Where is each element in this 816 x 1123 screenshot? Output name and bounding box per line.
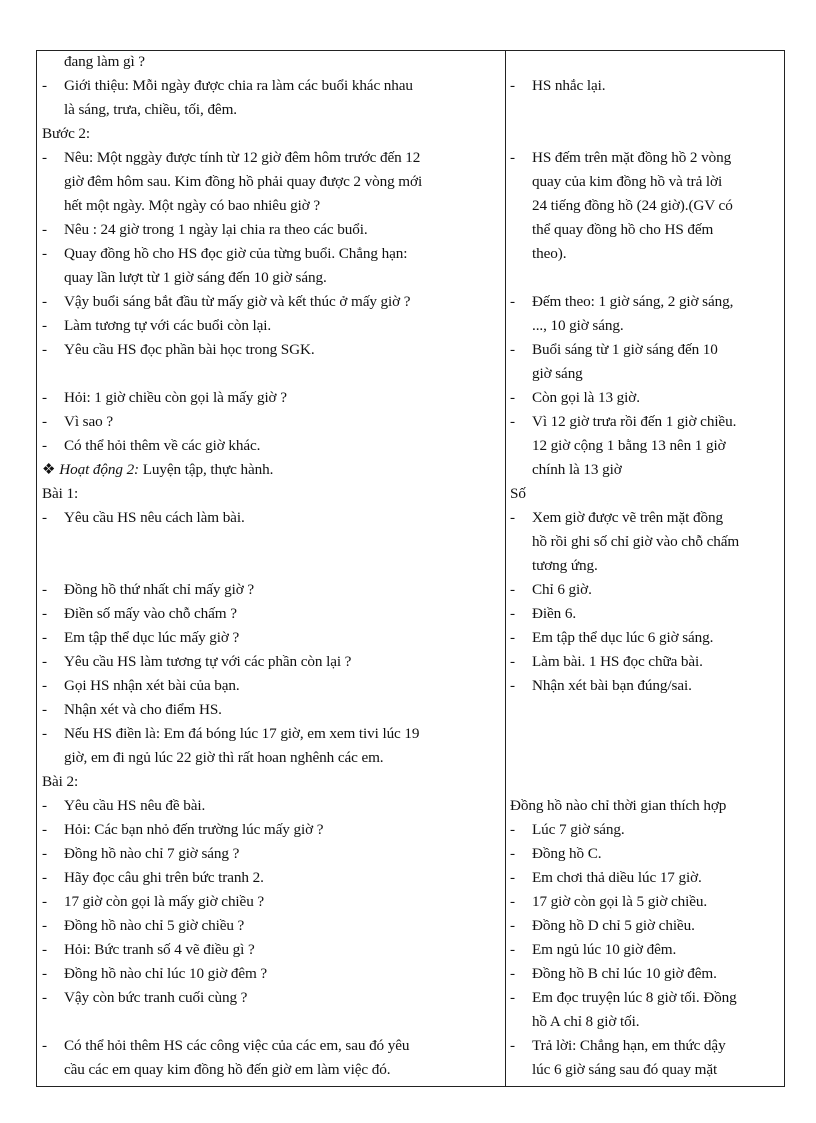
- bullet-dash: -: [42, 869, 47, 886]
- bullet-dash: -: [42, 389, 47, 406]
- bullet-text: Em tập thể dục lúc mấy giờ ?: [64, 629, 240, 646]
- continuation-line: hồ rồi ghi số chỉ giờ vào chỗ chấm: [532, 533, 740, 550]
- bullet-item: [42, 338, 315, 362]
- bullet-text: Xem giờ được vẽ trên mặt đồng: [532, 509, 723, 526]
- bullet-dash: -: [510, 893, 515, 910]
- continuation-line: giờ, em đi ngủ lúc 22 giờ thì rất hoan nghênh các em.: [64, 749, 384, 766]
- bullet-text: Yêu cầu HS làm tương tự với các phần còn lại ?: [64, 653, 352, 670]
- bullet-dash: -: [510, 941, 515, 958]
- bullet-text: Vậy còn bức tranh cuối cùng ?: [64, 989, 248, 1006]
- continuation-line: giờ đêm hôm sau. Kim đồng hồ phải quay được 2 vòng mới: [64, 173, 423, 190]
- continuation-line: tương ứng.: [532, 557, 598, 574]
- continuation-line: hồ A chỉ 8 giờ tối.: [532, 1013, 640, 1030]
- bullet-dash: -: [510, 653, 515, 670]
- continuation-line: giờ sáng: [532, 365, 583, 382]
- bullet-item: [42, 314, 271, 338]
- bullet-text: Yêu cầu HS nêu đề bài.: [64, 797, 206, 814]
- bullet-text: HS nhắc lại.: [532, 77, 606, 94]
- bullet-text: Đồng hồ thứ nhất chỉ mấy giờ ?: [64, 581, 254, 598]
- continuation-line: thể quay đồng hồ cho HS đếm: [532, 221, 714, 238]
- continuation-line: 12 giờ cộng 1 bằng 13 nên 1 giờ: [532, 437, 726, 454]
- bullet-dash: -: [42, 725, 47, 742]
- bullet-dash: -: [42, 437, 47, 454]
- bullet-item: [510, 986, 737, 1010]
- bullet-item: [510, 650, 703, 674]
- bullet-text: Đồng hồ nào chỉ lúc 10 giờ đêm ?: [64, 965, 268, 982]
- bullet-item: [42, 890, 264, 914]
- bullet-item: [42, 626, 239, 650]
- bullet-dash: -: [510, 677, 515, 694]
- bullet-text: Nhận xét bài bạn đúng/sai.: [532, 677, 692, 694]
- bullet-item: [42, 146, 420, 170]
- bullet-item: [42, 242, 407, 266]
- bullet-text: Em tập thể dục lúc 6 giờ sáng.: [532, 629, 714, 646]
- bullet-item: [510, 338, 718, 362]
- bullet-item: [510, 74, 605, 98]
- bullet-item: [510, 1034, 726, 1058]
- continuation-line: 24 tiếng đồng hồ (24 giờ).(GV có: [532, 197, 733, 214]
- bullet-dash: -: [510, 581, 515, 598]
- bullet-item: [510, 626, 713, 650]
- bullet-text: Điền 6.: [532, 605, 577, 622]
- bullet-item: [42, 698, 222, 722]
- bullet-dash: -: [510, 1037, 515, 1054]
- bullet-dash: -: [42, 1037, 47, 1054]
- bullet-item: [510, 962, 717, 986]
- bullet-dash: -: [42, 317, 47, 334]
- bullet-dash: -: [510, 509, 515, 526]
- bullet-text: Đếm theo: 1 giờ sáng, 2 giờ sáng,: [532, 293, 734, 310]
- bullet-text: Em chơi thả diều lúc 17 giờ.: [532, 869, 702, 886]
- bullet-item: [42, 914, 244, 938]
- bullet-dash: -: [42, 509, 47, 526]
- bullet-text: Nêu: Một nggày được tính từ 12 giờ đêm hôm trước đến 12: [64, 149, 421, 166]
- bullet-dash: -: [510, 845, 515, 862]
- bullet-dash: -: [42, 245, 47, 262]
- bullet-item: [42, 962, 267, 986]
- bullet-dash: -: [510, 989, 515, 1006]
- bullet-text: Đồng hồ D chỉ 5 giờ chiều.: [532, 917, 695, 934]
- activity-heading: [42, 458, 273, 482]
- continuation-line: cầu các em quay kim đồng hồ đến giờ em làm việc đó.: [64, 1061, 391, 1078]
- bullet-text: HS đếm trên mặt đồng hồ 2 vòng: [532, 149, 732, 166]
- bullet-text: Vì 12 giờ trưa rồi đến 1 giờ chiều.: [532, 413, 737, 430]
- bullet-text: Đồng hồ C.: [532, 845, 602, 862]
- section-heading: Bài 2:: [42, 773, 79, 790]
- bullet-text: Chỉ 6 giờ.: [532, 581, 592, 598]
- bullet-dash: -: [510, 917, 515, 934]
- bullet-item: [42, 218, 368, 242]
- bullet-item: [42, 1034, 409, 1058]
- bullet-item: [510, 890, 707, 914]
- continuation-line: theo).: [532, 245, 567, 262]
- bullet-item: [42, 506, 245, 530]
- bullet-item: [42, 866, 264, 890]
- diamond-bullet-icon: ❖: [42, 461, 56, 478]
- bullet-text: Gọi HS nhận xét bài của bạn.: [64, 677, 240, 694]
- bullet-text: Quay đồng hồ cho HS đọc giờ của từng buổi. Chẳng hạn:: [64, 245, 408, 262]
- bullet-dash: -: [42, 629, 47, 646]
- bullet-item: [42, 602, 237, 626]
- bullet-dash: -: [42, 653, 47, 670]
- continuation-line: đang làm gì ?: [64, 53, 145, 70]
- continuation-line: quay lần lượt từ 1 giờ sáng đến 10 giờ sáng.: [64, 269, 327, 286]
- bullet-dash: -: [510, 293, 515, 310]
- section-heading: Số: [510, 485, 526, 502]
- bullet-dash: -: [510, 341, 515, 358]
- bullet-text: Hỏi: Các bạn nhỏ đến trường lúc mấy giờ ?: [64, 821, 324, 838]
- bullet-item: [510, 914, 695, 938]
- bullet-dash: -: [42, 341, 47, 358]
- bullet-item: [42, 986, 247, 1010]
- bullet-text: Vậy buổi sáng bắt đầu từ mấy giờ và kết thúc ở mấy giờ ?: [64, 293, 411, 310]
- bullet-item: [42, 434, 260, 458]
- bullet-text: Còn gọi là 13 giờ.: [532, 389, 640, 406]
- bullet-dash: -: [42, 605, 47, 622]
- continuation-line: quay của kim đồng hồ và trả lời: [532, 173, 723, 190]
- bullet-text: Hỏi: 1 giờ chiều còn gọi là mấy giờ ?: [64, 389, 287, 406]
- continuation-line: lúc 6 giờ sáng sau đó quay mặt: [532, 1061, 718, 1078]
- bullet-text: Yêu cầu HS nêu cách làm bài.: [64, 509, 245, 526]
- bullet-dash: -: [510, 413, 515, 430]
- bullet-dash: -: [42, 581, 47, 598]
- bullet-item: [510, 602, 576, 626]
- activity-label: Hoạt động 2:: [59, 461, 140, 478]
- bullet-dash: -: [42, 413, 47, 430]
- bullet-item: [42, 794, 205, 818]
- bullet-text: Hỏi: Bức tranh số 4 vẽ điều gì ?: [64, 941, 255, 958]
- bullet-item: [42, 290, 410, 314]
- bullet-dash: -: [42, 677, 47, 694]
- bullet-dash: -: [510, 821, 515, 838]
- bullet-dash: -: [42, 293, 47, 310]
- bullet-text: Đồng hồ nào chỉ 7 giờ sáng ?: [64, 845, 240, 862]
- bullet-text: 17 giờ còn gọi là 5 giờ chiều.: [532, 893, 708, 910]
- continuation-line: là sáng, trưa, chiều, tối, đêm.: [64, 101, 237, 118]
- bullet-text: Trả lời: Chẳng hạn, em thức dậy: [532, 1037, 726, 1054]
- bullet-text: Đồng hồ nào chỉ 5 giờ chiều ?: [64, 917, 245, 934]
- bullet-item: [510, 410, 736, 434]
- bullet-text: Lúc 7 giờ sáng.: [532, 821, 625, 838]
- bullet-dash: -: [42, 845, 47, 862]
- bullet-item: [510, 938, 676, 962]
- bullet-text: Có thể hỏi thêm HS các công việc của các em, sau đó yêu: [64, 1037, 410, 1054]
- bullet-item: [510, 290, 733, 314]
- bullet-item: [510, 506, 723, 530]
- bullet-text: Có thể hỏi thêm về các giờ khác.: [64, 437, 261, 454]
- bullet-item: [510, 674, 692, 698]
- bullet-text: Đồng hồ B chỉ lúc 10 giờ đêm.: [532, 965, 717, 982]
- bullet-dash: -: [510, 869, 515, 886]
- activity-title: Luyện tập, thực hành.: [142, 461, 274, 478]
- continuation-line: ..., 10 giờ sáng.: [532, 317, 624, 334]
- bullet-dash: -: [42, 701, 47, 718]
- bullet-dash: -: [42, 941, 47, 958]
- bullet-dash: -: [42, 989, 47, 1006]
- bullet-text: Điền số mấy vào chỗ chấm ?: [64, 605, 237, 622]
- bullet-dash: -: [510, 77, 515, 94]
- bullet-item: [42, 938, 255, 962]
- bullet-dash: -: [510, 605, 515, 622]
- bullet-item: [510, 818, 625, 842]
- bullet-dash: -: [42, 77, 47, 94]
- bullet-item: [42, 842, 239, 866]
- bullet-dash: -: [510, 965, 515, 982]
- bullet-item: [42, 74, 413, 98]
- bullet-item: [510, 146, 731, 170]
- bullet-text: Làm tương tự với các buổi còn lại.: [64, 317, 272, 334]
- continuation-line: chính là 13 giờ: [532, 461, 622, 478]
- bullet-dash: -: [510, 629, 515, 646]
- bullet-dash: -: [42, 893, 47, 910]
- bullet-item: [42, 410, 113, 434]
- bullet-item: [42, 650, 351, 674]
- bullet-text: 17 giờ còn gọi là mấy giờ chiều ?: [64, 893, 265, 910]
- bullet-item: [510, 578, 592, 602]
- bullet-text: Yêu cầu HS đọc phần bài học trong SGK.: [64, 341, 315, 358]
- section-heading: Bài 1:: [42, 485, 79, 502]
- bullet-text: Giới thiệu: Mỗi ngày được chia ra làm các buổi khác nhau: [64, 77, 413, 94]
- bullet-dash: -: [42, 917, 47, 934]
- bullet-dash: -: [510, 149, 515, 166]
- bullet-item: [510, 842, 601, 866]
- bullet-text: Em ngủ lúc 10 giờ đêm.: [532, 941, 677, 958]
- bullet-item: [510, 386, 640, 410]
- bullet-dash: -: [42, 821, 47, 838]
- bullet-item: [42, 818, 323, 842]
- bullet-dash: -: [42, 149, 47, 166]
- bullet-dash: -: [510, 389, 515, 406]
- bullet-text: Hãy đọc câu ghi trên bức tranh 2.: [64, 869, 264, 886]
- bullet-item: [42, 674, 240, 698]
- section-heading: Đồng hồ nào chỉ thời gian thích hợp: [510, 797, 727, 814]
- bullet-item: [42, 386, 287, 410]
- bullet-text: Nhận xét và cho điểm HS.: [64, 701, 222, 718]
- column-divider: [505, 50, 506, 1087]
- bullet-text: Nêu : 24 giờ trong 1 ngày lại chia ra theo các buổi.: [64, 221, 368, 238]
- bullet-text: Nếu HS điền là: Em đá bóng lúc 17 giờ, em xem tivi lúc 19: [64, 725, 420, 742]
- bullet-text: Làm bài. 1 HS đọc chữa bài.: [532, 653, 703, 670]
- bullet-dash: -: [42, 797, 47, 814]
- bullet-dash: -: [42, 965, 47, 982]
- continuation-line: hết một ngày. Một ngày có bao nhiêu giờ ?: [64, 197, 321, 214]
- bullet-text: Vì sao ?: [64, 413, 113, 430]
- bullet-item: [42, 578, 254, 602]
- bullet-text: Buổi sáng từ 1 giờ sáng đến 10: [532, 341, 718, 358]
- bullet-item: [42, 722, 419, 746]
- bullet-item: [510, 866, 702, 890]
- bullet-text: Em đọc truyện lúc 8 giờ tối. Đồng: [532, 989, 737, 1006]
- section-heading: Bước 2:: [42, 125, 91, 142]
- bullet-dash: -: [42, 221, 47, 238]
